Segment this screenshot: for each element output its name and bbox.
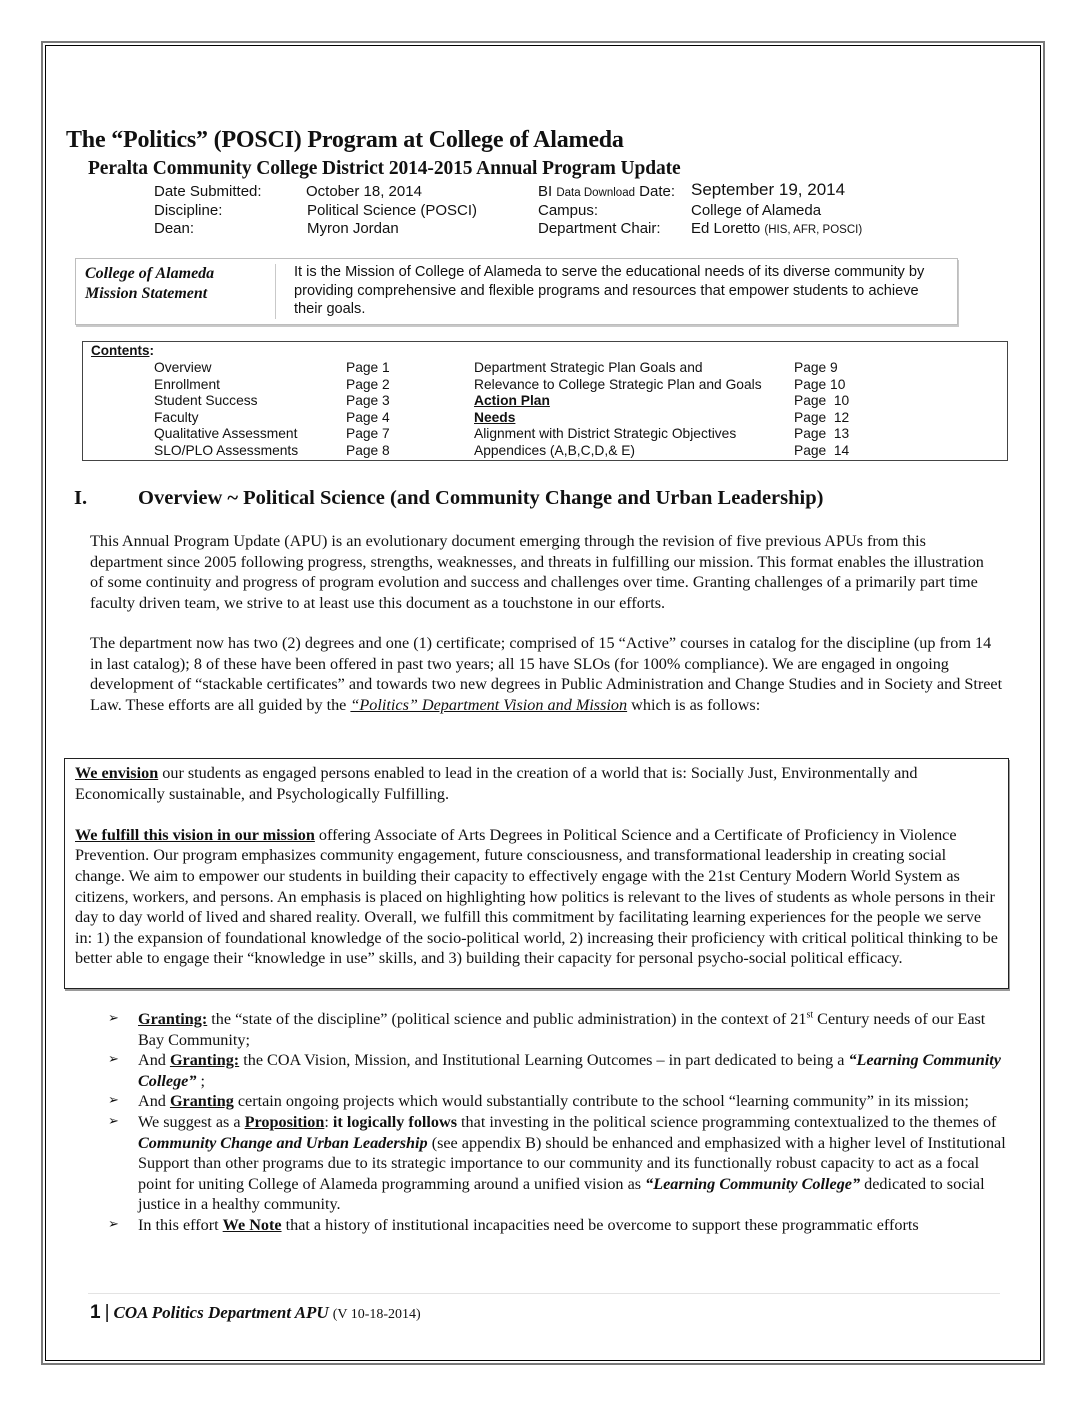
toc-page: Page 10	[794, 393, 850, 408]
bi-label-suffix: Date:	[639, 183, 676, 200]
overview-paragraph-2	[90, 633, 1005, 715]
toc-page: Page 12	[794, 409, 850, 425]
vision-mission-link[interactable]: “Politics” Department Vision and Mission	[350, 695, 628, 714]
arrow-bullet-icon: ➢	[108, 1052, 119, 1068]
document-title: The “Politics” (POSCI) Program at College of Alameda	[66, 127, 624, 153]
bullet-text: Century needs of our East Bay Community;	[138, 1010, 986, 1049]
bullet-text: certain ongoing projects which would substantially contribute to the school “learning community” in its mission;	[233, 1092, 969, 1111]
vision-lead: We envision	[75, 764, 159, 782]
bullet-lead: Granting	[169, 1092, 234, 1111]
bullet-item	[108, 1009, 1013, 1050]
bullet-item	[108, 1112, 1013, 1215]
arrow-bullet-icon: ➢	[108, 1093, 119, 1109]
section-title: Overview ~ Political Science (and Community Change and Urban Leadership)	[138, 487, 824, 509]
toc-page: Page 14	[794, 442, 850, 458]
bullet-emphasis: “Learning Community College”	[138, 1051, 1001, 1090]
bi-label-small: Data Download	[556, 187, 635, 199]
toc-page: Page 8	[346, 442, 390, 458]
toc-item-action-plan[interactable]: Action Plan	[474, 393, 550, 408]
para2-text-b: which is as follows:	[627, 695, 761, 714]
date-submitted-value: October 18, 2014	[306, 183, 422, 200]
overview-paragraph-1-text: This Annual Program Update (APU) is an evolutionary document emerging through the revision of five previous APUs from this department since 2005 following progress, strengths, weaknesses, and threats in fulfilling our mission. This format enables the illustration of some continuity and progress of program evolution and success and challenges over time. Granting challenges of a primarily part time faculty driven team, we strive to at least use this document as a touchstone in our efforts.	[90, 532, 984, 612]
toc-item-qualitative-assessment[interactable]: Qualitative Assessment	[154, 426, 298, 441]
toc-page: Page 4	[346, 409, 390, 425]
mission-lead: We fulfill this vision in our mission	[75, 825, 315, 844]
footer-separator: |	[104, 1302, 110, 1323]
vision-text: our students as engaged persons enabled to lead in the creation of a world that is: Socially Just, Environmentally and Economically sustainable, and Psychologically Fulfilling.	[75, 764, 918, 803]
toc-item-needs[interactable]: Needs	[474, 409, 516, 425]
superscript: st	[806, 1009, 814, 1021]
table-of-contents	[82, 341, 1008, 461]
vision-mission-box	[64, 758, 1009, 989]
bullet-prefix: We suggest as a	[138, 1112, 245, 1131]
toc-page: Page 2	[346, 376, 390, 392]
dean-label: Dean:	[154, 220, 195, 237]
mission-text-department: offering Associate of Arts Degrees in Political Science and a Certificate of Proficiency in Violence Prevention. Our program emphasizes community engagement, future consciousness, and transformational leadership in creating social change. We aim to empower our students in building their capacity to effectively engage with the 21st Century Modern World System as citizens, workers, and persons. An emphasis is placed on highlighting how politics is relevant to the lives of students as whole persons in their day to day world of lived and shared reality. Overall, we fulfill this commitment by facilitating learning experiences for the people we serve in: 1) the expansion of foundational knowledge of the socio-political world, 2) increasing their proficiency with critical political thinking to be better able to engage their “knowledge in use” skills, and 3) building their capacity for personal psycho-social political efficacy.	[75, 825, 998, 968]
toc-item-overview[interactable]: Overview	[154, 360, 212, 375]
toc-item-slo-plo-assessments[interactable]: SLO/PLO Assessments	[154, 442, 299, 458]
campus-value: College of Alameda	[691, 202, 822, 219]
bullet-text: dedicated to social justice in a healthy community.	[138, 1174, 985, 1214]
dean-value: Myron Jordan	[307, 220, 399, 237]
toc-item-alignment[interactable]: Alignment with District Strategic Objectives	[474, 426, 737, 441]
arrow-bullet-icon: ➢	[108, 1113, 119, 1129]
bullet-emphasis: Community Change and Urban Leadership	[138, 1133, 428, 1152]
bullet-prefix: In this effort	[138, 1215, 223, 1234]
page-footer	[90, 1302, 421, 1324]
footer-document-name: COA Politics Department APU	[113, 1303, 329, 1322]
toc-page: Page 7	[346, 426, 390, 441]
bi-download-label	[538, 183, 675, 202]
arrow-bullet-icon: ➢	[108, 1216, 119, 1232]
date-submitted-label: Date Submitted:	[154, 183, 262, 200]
bullet-text: the COA Vision, Mission, and Institutional Learning Outcomes – in part dedicated to being a	[239, 1051, 849, 1070]
toc-page: Page 13	[794, 426, 850, 441]
bullet-lead: Granting:	[138, 1010, 208, 1028]
footer-divider	[88, 1293, 1000, 1294]
bullet-lead: Granting:	[169, 1051, 240, 1070]
overview-paragraph-2-text	[90, 633, 1005, 715]
toc-page: Page 1	[346, 360, 390, 375]
bullet-lead: Proposition	[244, 1112, 325, 1131]
discipline-value: Political Science (POSCI)	[307, 202, 478, 219]
bullet-text: (see appendix B) should be enhanced and emphasized with a higher level of Institutional Support than other programs due to its strategic importance to our community and its functionally robust capacity to act as a focal point for uniting College of Alameda programming around a unified vision as	[138, 1133, 1006, 1193]
mission-statement-box	[75, 258, 958, 325]
discipline-label: Discipline:	[154, 202, 223, 219]
contents-heading-colon: :	[149, 343, 154, 358]
document-subtitle: Peralta Community College District 2014-2015 Annual Program Update	[88, 158, 681, 179]
bullet-text: ;	[196, 1071, 205, 1090]
section-number: I.	[74, 487, 88, 509]
bi-download-value: September 19, 2014	[691, 180, 846, 199]
arrow-bullet-icon: ➢	[108, 1011, 119, 1026]
toc-item-student-success[interactable]: Student Success	[154, 393, 258, 408]
bullet-lead: We Note	[222, 1215, 282, 1234]
page-number: 1	[90, 1302, 101, 1323]
chair-departments: (HIS, AFR, POSCI)	[764, 224, 863, 236]
bullet-text: that investing in the political science programming contextualized to the themes of	[457, 1112, 997, 1131]
toc-item-appendices[interactable]: Appendices (A,B,C,D,& E)	[474, 442, 636, 458]
toc-item-strategic-plan-goals[interactable]: Department Strategic Plan Goals and	[474, 360, 703, 375]
footer-version: (V 10-18-2014)	[332, 1307, 421, 1322]
chair-name: Ed Loretto	[691, 220, 761, 237]
toc-item-faculty[interactable]: Faculty	[154, 409, 199, 425]
overview-paragraph-1	[90, 531, 1000, 613]
toc-page: Page 3	[346, 393, 390, 408]
mission-label-line2: Mission Statement	[85, 285, 208, 302]
bullet-prefix: And	[138, 1051, 170, 1070]
bullet-item	[108, 1091, 1013, 1112]
contents-heading	[91, 343, 154, 358]
contents-heading-text: Contents	[91, 343, 150, 358]
mission-statement-department	[75, 825, 1000, 969]
chair-label: Department Chair:	[538, 220, 661, 237]
campus-label: Campus:	[538, 202, 599, 219]
toc-page: Page 9	[794, 360, 838, 375]
bullet-text: :	[324, 1112, 333, 1131]
bullet-text: that a history of institutional incapacities need be overcome to support these programmatic efforts	[281, 1215, 919, 1234]
toc-item-relevance[interactable]: Relevance to College Strategic Plan and Goals	[474, 376, 762, 392]
bullet-item	[108, 1215, 1013, 1236]
bullet-text: the “state of the discipline” (political science and public administration) in the context of 21	[207, 1010, 807, 1028]
mission-label-line1: College of Alameda	[85, 265, 215, 282]
bullet-bold: it logically follows	[332, 1112, 457, 1131]
mission-text: It is the Mission of College of Alameda to serve the educational needs of its diverse community by providing comprehensive and flexible programs and resources that empower students to achieve their goals.	[294, 264, 925, 317]
bullet-emphasis: “Learning Community College”	[645, 1174, 861, 1193]
toc-page: Page 10	[794, 376, 846, 392]
chair-value	[691, 220, 862, 239]
bullet-item	[108, 1050, 1013, 1091]
bullet-prefix: And	[138, 1092, 170, 1111]
mission-label	[85, 264, 276, 319]
bullet-list	[108, 1009, 1013, 1236]
vision-statement	[75, 763, 1000, 804]
bi-label-prefix: BI	[538, 183, 553, 200]
toc-item-enrollment[interactable]: Enrollment	[154, 376, 220, 392]
para2-text-a: The department now has two (2) degrees and one (1) certificate; comprised of 15 “Active” courses in catalog for the discipline (up from 14 in last catalog); 8 of these have been offered in past two years; all 15 have SLOs (for 100% compliance). We are engaged in ongoing development of “stackable certificates” and towards two new degrees in Public Administration and Change Studies and in Society and Street Law. These efforts are all guided by the	[90, 634, 1003, 714]
